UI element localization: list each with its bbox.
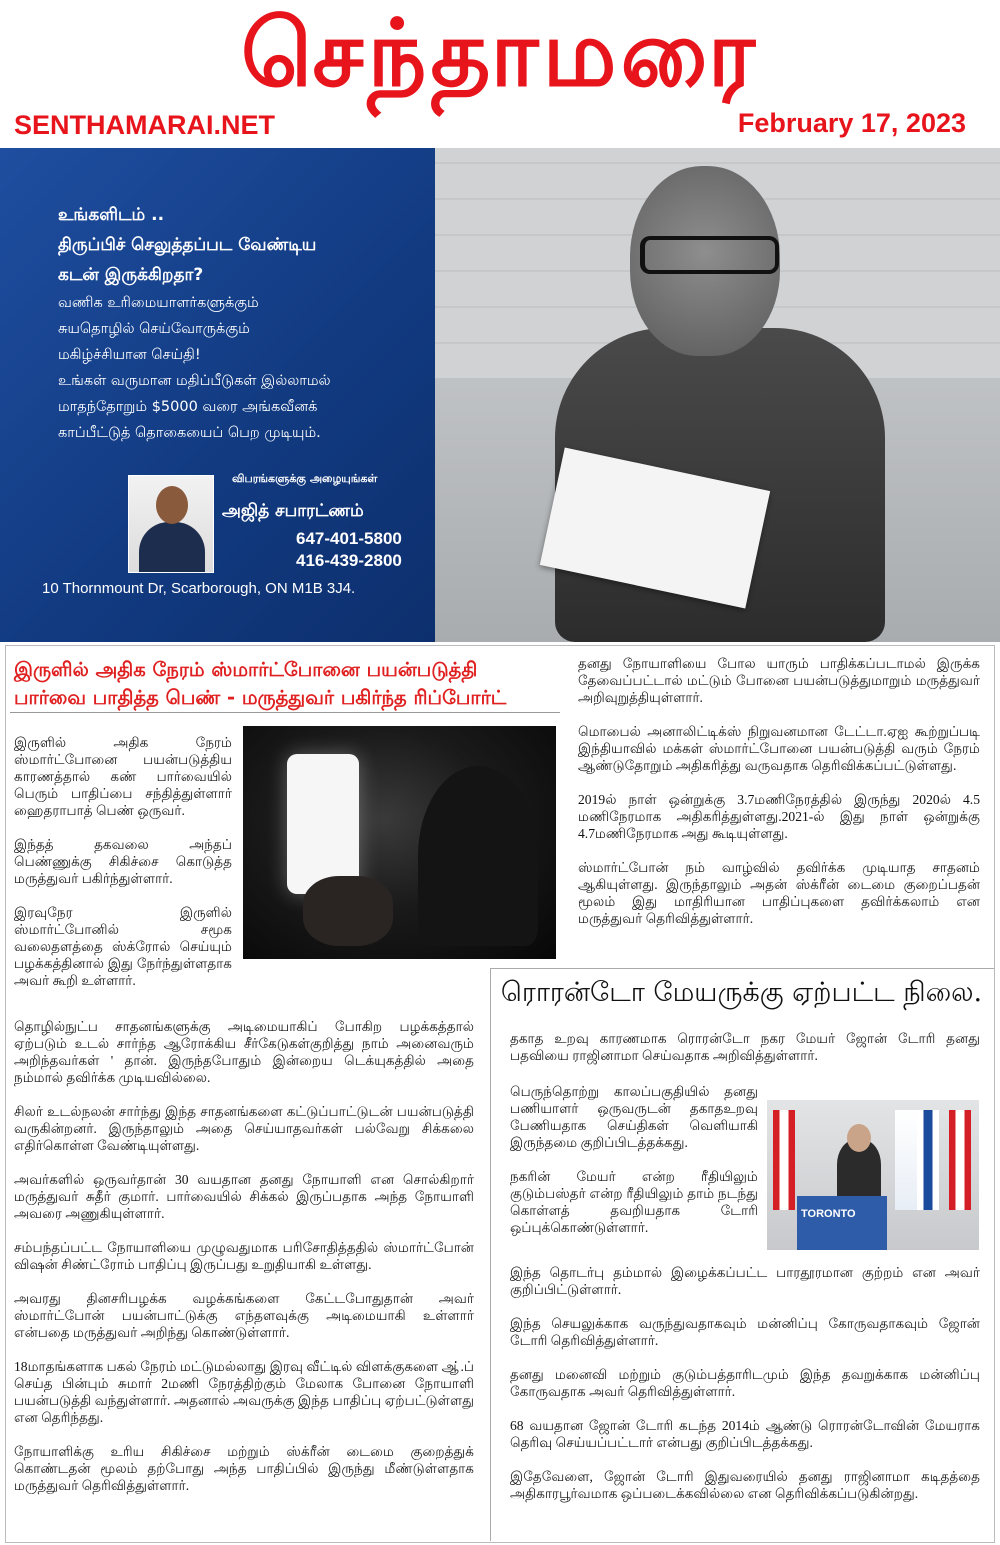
article1-wide-para-2: சிலர் உடல்நலன் சார்ந்து இந்த சாதனங்களை கட்டுப்பாட்டுடன் பயன்படுத்தி வருகின்றனர். இருந்தாலும் அதை செய்யாதவர்கள் பல்வேறு சிக்கலை எதிர்கொள்ள வேண்டியுள்ளது.	[14, 1104, 474, 1153]
ad-text-block	[58, 200, 428, 446]
article1-right-column	[578, 655, 980, 944]
article2-wide-para-1: இந்த தொடர்பு தம்மால் இழைக்கப்பட்ட பாரதூரமான குற்றம் என அவர் குறிப்பிட்டுள்ளார்.	[510, 1265, 980, 1297]
article1-right-para-4: ஸ்மார்ட்போன் நம் வாழ்வில் தவிர்க்க முடியாத சாதனம் ஆகியுள்ளது. இருந்தாலும் அதன் ஸ்க்ரீன் டைமை குறைப்பதன் மூலம் இது மாதிரியான பாதிப்புகளை தவிர்க்கலாம் என மருத்துவர் தெரிவித்துள்ளார்.	[578, 860, 980, 926]
agent-phone-2[interactable]: 416-439-2800	[296, 551, 402, 570]
photo-podium	[797, 1196, 887, 1250]
agent-portrait	[128, 475, 214, 573]
article2-wide-para-2: இந்த செயலுக்காக வருந்துவதாகவும் மன்னிப்பு கோருவதாகவும் ஜோன் டோரி தெரிவித்துள்ளார்.	[510, 1316, 980, 1348]
article1-narrow-para-1: இருளில் அதிக நேரம் ஸ்மார்ட்போனை பயன்படுத்திய காரணத்தால் கண் பார்வையில் பெரும் பாதிப்பை சந்தித்துள்ளார் ஹைதராபாத் பெண் ஒருவர்.	[14, 735, 232, 818]
portrait-head	[156, 486, 188, 524]
ad-headline-1: உங்களிடம் ..	[58, 205, 165, 225]
advertisement-banner[interactable]	[0, 148, 1000, 642]
article1-narrow-column	[14, 734, 232, 1006]
photo-silhouette	[418, 766, 538, 946]
canada-flag-1	[773, 1110, 795, 1210]
podium-sign: TORONTO	[801, 1208, 856, 1220]
article2-wide-para-5: இதேவேளை, ஜோன் டோரி இதுவரையில் தனது ராஜினாமா கடிதத்தை அதிகாரபூர்வமாக ஒப்படைக்கவில்லை என தெரிவிக்கப்படுகின்றது.	[510, 1469, 980, 1501]
agent-name: அஜித் சபாரட்ணம்	[222, 501, 364, 521]
portrait-body	[139, 522, 205, 573]
article1-narrow-para-3: இரவுநேர இருளில் ஸ்மார்ட்போனில் சமூக வலைதளத்தை ஸ்க்ரோல் செய்யும் பழக்கத்தினால் இது நேர்ந்துள்ளதாக அவர் கூறி உள்ளார்.	[14, 905, 232, 988]
article1-wide-para-4: சம்பந்தப்பட்ட நோயாளியை முழுவதுமாக பரிசோதித்ததில் ஸ்மார்ட்போன் விஷன் சிண்ட்ரோம் பாதிப்பு இருப்பது உறுதியாகி உள்ளது.	[14, 1240, 474, 1272]
article2-narrow-column	[510, 1083, 758, 1253]
photo-phone-screen	[287, 754, 359, 894]
article1-wide-para-5: அவரது தினசரிபழக்க வழக்கங்களை கேட்டபோதுதான் அவர் ஸ்மார்ட்போன் பயன்பாட்டுக்கு எந்தளவுக்கு அடிமையாகி உள்ளார் என்பதை மருத்துவர் அறிந்து கொண்டுள்ளார்.	[14, 1291, 474, 1340]
ad-body-2: சுயதொழில் செய்வோருக்கும்	[58, 321, 250, 337]
article2-narrow-para-2: நகரின் மேயர் என்ற ரீதியிலும் குடும்பஸ்தர் என்ற ரீதியிலும் தாம் நடந்து கொள்ளத் தவறியதாக டோரி ஒப்புக்கொண்டுள்ளார்.	[510, 1169, 758, 1235]
article1-narrow-para-2: இந்தத் தகவலை அந்தப் பெண்ணுக்கு சிகிச்சை கொடுத்த மருத்துவர் பகிர்ந்துள்ளார்.	[14, 837, 232, 886]
ad-headline-2: திருப்பிச் செலுத்தப்பட வேண்டிய	[58, 235, 317, 255]
article1-right-para-3: 2019ல் நாள் ஒன்றுக்கு 3.7மணிநேரத்தில் இருந்து 2020ல் 4.5 மணிநேரமாக அதிகரித்துள்ளது.2021-ல் இது நாள் ஒன்றுக்கு 4.7மணிநேரமாக அது கூடியுள்ளது.	[578, 792, 980, 841]
canada-flag-2	[949, 1110, 971, 1210]
article2-headline[interactable]: ரொரன்டோ மேயருக்கு ஏற்பட்ட நிலை.	[500, 977, 983, 1008]
ontario-flag	[895, 1110, 917, 1210]
article1-photo-phone-in-dark	[243, 726, 556, 959]
ad-body-5: மாதந்தோறும் $5000 வரை அங்கவீனக்	[58, 399, 318, 415]
ad-photo-worried-man	[435, 148, 1000, 642]
article1-wide-para-1: தொழில்நுட்ப சாதனங்களுக்கு அடிமையாகிப் போகிற பழக்கத்தால் ஏற்படும் உடல் சார்ந்த ஆரோக்கிய சீர்கேடுகள்குறித்து நாம் அனைவரும் அறிந்தவர்கள் ' தான். இருந்தபோதும் இன்றைய டெக்யுகத்தில் அதை நம்மால் தவிர்க்க முடியவில்லை.	[14, 1019, 474, 1085]
article1-right-para-1: தனது நோயாளியை போல யாரும் பாதிக்கப்படாமல் இருக்க தேவைப்பட்டால் மட்டும் போனை பயன்படுத்துமாறும் மருத்துவர் அறிவுறுத்தியுள்ளார்.	[578, 656, 980, 705]
masthead	[0, 0, 1000, 148]
photo-hand	[303, 876, 393, 946]
photo-speaker-head	[847, 1124, 871, 1152]
agent-phone-1[interactable]: 647-401-5800	[296, 529, 402, 548]
ad-body-1: வணிக உரிமையாளர்களுக்கும்	[58, 295, 259, 311]
ad-call-label: விபரங்களுக்கு அழையுங்கள்	[232, 472, 378, 485]
newspaper-title: செந்தாமரை	[240, 0, 760, 107]
article2-photo-mayor-press-conference	[767, 1100, 979, 1250]
photo-glasses	[640, 236, 779, 274]
article1-right-para-2: மொபைல் அனாலிட்டிக்ஸ் நிறுவனமான டேட்டா.ஏஐ கூற்றுப்படி இந்தியாவில் மக்கள் ஸ்மார்ட்போனை பயன்படுத்தி வரும் நேரம் ஆண்டுதோறும் அதிகரித்து வருவதாக தெரிவிக்கப்பட்டுள்ளது.	[578, 724, 980, 773]
ad-body-3: மகிழ்ச்சியான செய்தி!	[58, 347, 201, 363]
agent-address: 10 Thornmount Dr, Scarborough, ON M1B 3J4.	[42, 580, 356, 597]
site-url[interactable]: SENTHAMARAI.NET	[14, 110, 275, 140]
article1-wide-para-3: அவர்களில் ஒருவர்தான் 30 வயதான தனது நோயாளி என சொல்கிறார் மருத்துவர் சுதீர் குமார். பார்வையில் சிக்கல் இருப்பதாக அந்த நோயாளி அவரை அணுகியுள்ளார்.	[14, 1172, 474, 1221]
article1-rule	[10, 712, 560, 713]
ad-body-6: காப்பீட்டுத் தொகையைப் பெற முடியும்.	[58, 425, 321, 441]
article1-wide-para-7: நோயாளிக்கு உரிய சிகிச்சை மற்றும் ஸ்க்ரீன் டைமை குறைத்துக் கொண்டதன் மூலம் தற்போது அந்த பாதிப்பில் இருந்து மீண்டுள்ளதாக மருத்துவர் தெரிவித்துள்ளார்.	[14, 1444, 474, 1493]
article2-intro-para: தகாத உறவு காரணமாக ரொரன்டோ நகர மேயர் ஜோன் டோரி தனது பதவியை ராஜினாமா செய்வதாக அறிவித்துள்ளார்.	[510, 1031, 980, 1063]
issue-date: February 17, 2023	[737, 108, 966, 138]
article2-wide-para-3: தனது மனைவி மற்றும் குடும்பத்தாரிடமும் இந்த தவறுக்காக மன்னிப்பு கோருவதாக அவர் தெரிவித்துள்ளார்.	[510, 1367, 980, 1399]
article2-intro	[510, 1030, 980, 1081]
article2-narrow-para-1: பெருந்தொற்று காலப்பகுதியில் தனது பணியாளர் ஒருவருடன் தகாதஉறவு பேணியதாக செய்திகள் வெளியாகி இருந்தமை குறிப்பிடத்தக்கது.	[510, 1084, 758, 1150]
article1-headline[interactable]: இருளில் அதிக நேரம் ஸ்மார்ட்போனை பயன்படுத்தி பார்வை பாதித்த பெண் - மருத்துவர் பகிர்ந்த ரிப்போர்ட்	[14, 658, 507, 709]
ad-body-4: உங்கள் வருமான மதிப்பீடுகள் இல்லாமல்	[58, 373, 331, 389]
article1-wide-column	[14, 1018, 474, 1511]
toronto-flag	[917, 1110, 939, 1210]
article2-wide-para-4: 68 வயதான ஜோன் டோரி கடந்த 2014ம் ஆண்டு ரொரன்டோவின் மேயராக தெரிவு செய்யப்பட்டார் என்பது குறிப்பிடத்தக்கது.	[510, 1418, 980, 1450]
ad-headline-3: கடன் இருக்கிறதா?	[58, 265, 204, 285]
article2-wide-column	[510, 1264, 980, 1519]
article1-wide-para-6: 18மாதங்களாக பகல் நேரம் மட்டுமல்லாது இரவு வீட்டில் விளக்குகளை ஆ்.ப் செய்த பின்பும் சுமார் 2மணி நேரத்திற்கும் மேலாக போனை நோயாளி பயன்படுத்தி வந்துள்ளார். அதனால் அவருக்கு இந்த பாதிப்பு ஏற்பட்டுள்ளது என தெரிந்தது.	[14, 1359, 474, 1425]
